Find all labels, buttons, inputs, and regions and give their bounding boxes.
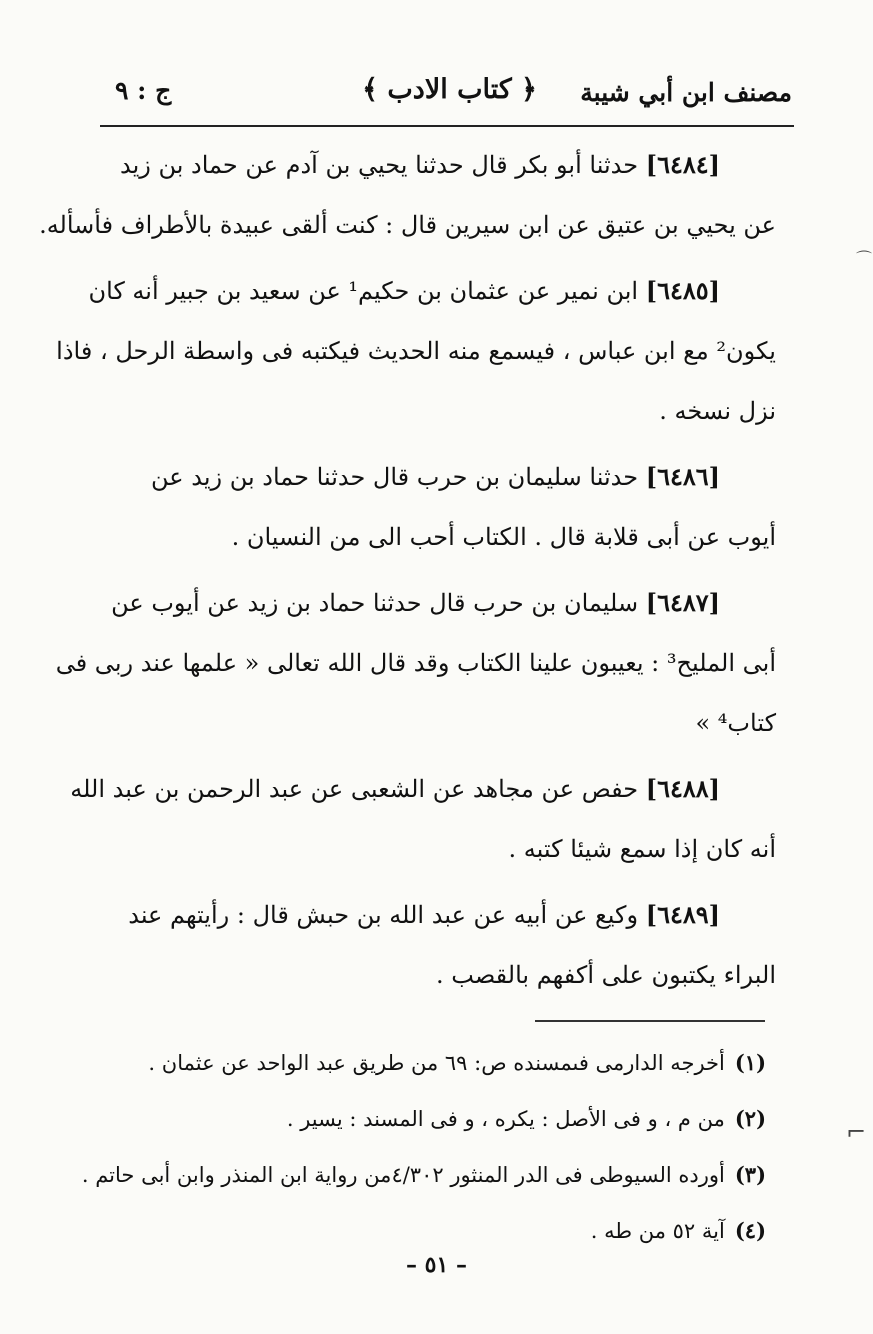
entry-first-line: ابن نمير عن عثمان بن حكيم¹ عن سعيد بن جبير أنه كان (88, 277, 639, 305)
footnote-mark: (١) (734, 1050, 766, 1075)
entry-number: [٦٤٨٥] (645, 276, 720, 305)
footnote-mark: (٣) (734, 1162, 766, 1187)
entry-first-line: حفص عن مجاهد عن الشعبى عن عبد الرحمن بن عبد الله (70, 775, 639, 803)
footnote-item (100, 1091, 766, 1147)
footnote-item (100, 1035, 766, 1091)
hadith-entry (56, 261, 776, 441)
entry-line: أبى المليح³ : يعيبون علينا الكتاب وقد قال الله تعالى « علمها عند ربى فى (55, 649, 776, 677)
header-book-title: ﴿ كتاب الادب ﴾ (362, 74, 537, 105)
entry-number: [٦٤٨٩] (645, 900, 720, 929)
entry-number: [٦٤٨٨] (645, 774, 720, 803)
entry-first-line: حدثنا أبو بكر قال حدثنا يحيي بن آدم عن حماد بن زيد (119, 151, 639, 179)
entry-first-line: سليمان بن حرب قال حدثنا حماد بن زيد عن أيوب عن (111, 589, 639, 617)
footnote-text: من م ، و فى الأصل : يكره ، و فى المسند : يسير . (286, 1107, 725, 1131)
hadith-entry (104, 885, 776, 1005)
hadith-entries (39, 135, 776, 1011)
footnote-item (100, 1203, 766, 1259)
hadith-entry (55, 573, 776, 753)
footnotes (81, 1035, 766, 1259)
entry-line: يكون² مع ابن عباس ، فيسمع منه الحديث فيكتبه فى واسطة الرحل ، فاذا (56, 337, 776, 365)
entry-first-line: وكيع عن أبيه عن عبد الله بن حبش قال : رأيتهم عند (128, 901, 639, 929)
entry-line: البراء يكتبون على أكفهم بالقصب . (436, 961, 776, 989)
entry-line: عن يحيي بن عتيق عن ابن سيرين قال : كنت ألقى عبيدة بالأطراف فأسأله. (39, 211, 776, 239)
footnote-mark: (٢) (734, 1106, 766, 1131)
hadith-entry (70, 759, 776, 879)
footnote-text: أورده السيوطى فى الدر المنثور ٤/٣٠٢من رواية ابن المنذر وابن أبى حاتم . (81, 1163, 725, 1187)
footnote-item (81, 1147, 766, 1203)
entry-number: [٦٤٨٤] (645, 150, 720, 179)
header-author: مصنف ابن أبي شيبة (580, 78, 792, 107)
page-number: – ٥١ – (406, 1252, 467, 1278)
entry-line: أيوب عن أبى قلابة قال . الكتاب أحب الى من النسيان . (231, 523, 776, 551)
footnote-text: أخرجه الدارمى فىمسنده ص: ٦٩ من طريق عبد الواحد عن عثمان . (148, 1051, 725, 1075)
margin-mark: ⌒ (856, 249, 873, 268)
entry-line: أنه كان إذا سمع شيئا كتبه . (508, 835, 776, 863)
header-rule (100, 125, 794, 127)
hadith-entry (104, 447, 776, 567)
header-volume: ج : ٩ (115, 76, 172, 105)
entry-first-line: حدثنا سليمان بن حرب قال حدثنا حماد بن زيد عن (151, 463, 639, 491)
entry-number: [٦٤٨٧] (645, 588, 720, 617)
footnote-rule (535, 1020, 765, 1022)
hadith-entry (39, 135, 776, 255)
entry-line: نزل نسخه . (659, 397, 776, 425)
page-header (100, 72, 792, 122)
entry-line: كتاب⁴ » (695, 709, 776, 737)
margin-mark: ⌐ (846, 1118, 867, 1146)
footnote-text: آية ٥٢ من طه . (590, 1219, 725, 1243)
entry-number: [٦٤٨٦] (645, 462, 720, 491)
footnote-mark: (٤) (734, 1218, 766, 1243)
